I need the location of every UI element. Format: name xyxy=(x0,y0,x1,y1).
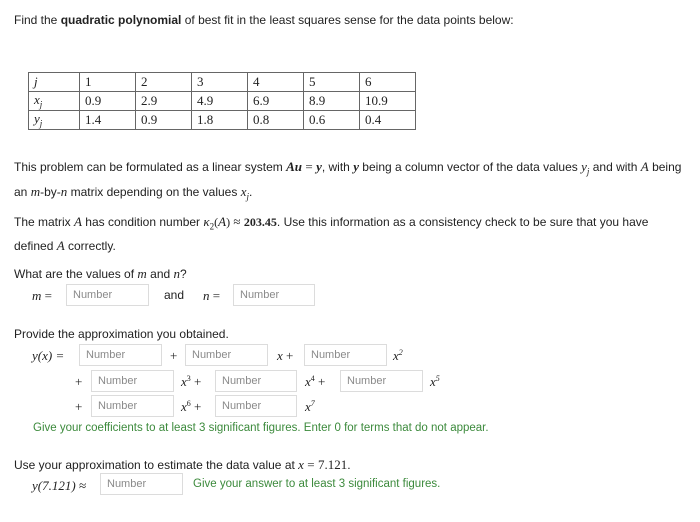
table-cell: 0.6 xyxy=(304,111,360,130)
term-x5: $x^5$ xyxy=(430,374,440,389)
coef-0-input[interactable] xyxy=(79,344,162,366)
coef-7-input[interactable] xyxy=(215,395,297,417)
table-cell: 2 xyxy=(136,73,192,92)
table-cell: 4 xyxy=(248,73,304,92)
condition-paragraph: The matrix A has condition number $\kappa_2(A) \approx 203.45$. Use this information as a consistency check to be sure that you have defined A correctly. xyxy=(14,214,649,254)
term-x7: $x^7$ xyxy=(305,399,315,414)
table-cell: 10.9 xyxy=(360,92,416,111)
term-x3: $x^3$ + xyxy=(181,374,202,389)
table-cell: 1 xyxy=(80,73,136,92)
table-cell: 1.4 xyxy=(80,111,136,130)
condition-number-value: 203.45 xyxy=(243,215,277,229)
coef-2-input[interactable] xyxy=(304,344,387,366)
and-label: and xyxy=(164,288,185,302)
table-cell: 0.8 xyxy=(248,111,304,130)
table-row-j xyxy=(29,73,416,92)
prompt-text-pre: Find the xyxy=(14,13,61,27)
m-label: m = xyxy=(32,288,52,303)
term-x6: $x^6$ + xyxy=(181,399,202,414)
table-row-x xyxy=(29,92,416,111)
coef-1-input[interactable] xyxy=(185,344,268,366)
row-label-x: $x_j$ xyxy=(29,92,80,111)
table-cell: 8.9 xyxy=(304,92,360,111)
prompt-bold: quadratic polynomial xyxy=(60,13,182,27)
mn-question: What are the values of m and n? xyxy=(14,266,187,281)
term-x: x + xyxy=(277,348,294,363)
approx-heading: Provide the approximation you obtained. xyxy=(14,327,229,341)
table-cell: 5 xyxy=(304,73,360,92)
table-cell: 0.9 xyxy=(136,111,192,130)
table-cell: 1.8 xyxy=(192,111,248,130)
row-label-y: $y_j$ xyxy=(29,111,80,130)
table-cell: 4.9 xyxy=(192,92,248,111)
prompt-text-post: of best fit in the least squares sense for the data points below: xyxy=(181,13,514,27)
table-row-y xyxy=(29,111,416,130)
plus-sign: + xyxy=(75,374,83,389)
table-cell: 2.9 xyxy=(136,92,192,111)
n-label: n = xyxy=(203,288,221,303)
table-cell: 6 xyxy=(360,73,416,92)
estimate-input[interactable] xyxy=(100,473,183,495)
table-cell: 0.9 xyxy=(80,92,136,111)
estimate-note: Give your answer to at least 3 significant figures. xyxy=(193,478,441,490)
plus-sign: + xyxy=(170,348,178,363)
coef-4-input[interactable] xyxy=(215,370,297,392)
row-label-j: j xyxy=(29,73,80,92)
yx-label: y(x) = xyxy=(32,348,65,363)
table-cell: 6.9 xyxy=(248,92,304,111)
term-x4: $x^4$ + xyxy=(305,374,326,389)
n-input[interactable] xyxy=(233,284,315,306)
table-cell: 0.4 xyxy=(360,111,416,130)
problem-statement xyxy=(14,13,514,27)
m-input[interactable] xyxy=(66,284,149,306)
table-cell: 3 xyxy=(192,73,248,92)
coef-6-input[interactable] xyxy=(91,395,174,417)
plus-sign: + xyxy=(75,399,83,414)
coef-5-input[interactable] xyxy=(340,370,423,392)
y7121-label: y(7.121) ≈ xyxy=(32,478,87,493)
formulation-paragraph: This problem can be formulated as a linear system Au = y, with y being a column vector of the data values $y_j$ and with A being an m-by-n matrix depending on the values $x_j$. xyxy=(14,159,682,202)
term-x2: $x^2$ xyxy=(393,348,403,363)
estimate-prompt: Use your approximation to estimate the data value at x = 7.121. xyxy=(14,457,351,472)
coef-3-input[interactable] xyxy=(91,370,174,392)
data-table xyxy=(28,72,416,130)
approx-note: Give your coefficients to at least 3 significant figures. Enter 0 for terms that do not appear. xyxy=(33,422,489,434)
